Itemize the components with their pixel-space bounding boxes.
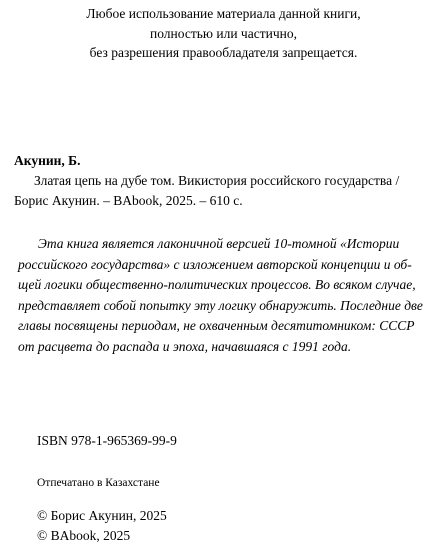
annotation-line: представляет собой попытку эту логику обнаружить. Последние две bbox=[18, 297, 423, 313]
author-heading: Акунин, Б. bbox=[14, 153, 81, 168]
book-annotation bbox=[18, 234, 442, 357]
notice-line: Любое использование материала данной книги, bbox=[86, 6, 361, 21]
bibliographic-record bbox=[14, 151, 440, 211]
isbn-number: ISBN 978-1-965369-99-9 bbox=[37, 433, 177, 448]
notice-line: полностью или частично, bbox=[150, 25, 297, 41]
annotation-line: от расцвета до распада и эпоха, начавшаяся с 1991 года. bbox=[18, 338, 352, 354]
annotation-line: щей логики общественно-политических процессов. Во всяком случае, bbox=[18, 277, 416, 292]
copyright-publisher: © BAbook, 2025 bbox=[37, 528, 131, 543]
annotation-line: российского государства» с изложением авторской концепции и об- bbox=[18, 256, 412, 272]
annotation-line: главы посвящены периодам, не охваченным десятитомником: СССР bbox=[18, 318, 415, 333]
notice-line: без разрешения правообладателя запрещается. bbox=[89, 45, 358, 60]
printed-in-note: Отпечатано в Казахстане bbox=[37, 477, 160, 489]
annotation-line: Эта книга является лаконичной версией 10-томной «Истории bbox=[38, 236, 400, 251]
biblio-publisher-line: Борис Акунин. – BAbook, 2025. – 610 с. bbox=[14, 193, 243, 208]
copyright-lines bbox=[37, 506, 167, 546]
copyright-notice bbox=[0, 4, 447, 63]
copyright-author: © Борис Акунин, 2025 bbox=[37, 508, 167, 523]
biblio-title-line: Златая цепь на дубе том. Викистория российского государства / bbox=[34, 173, 400, 188]
